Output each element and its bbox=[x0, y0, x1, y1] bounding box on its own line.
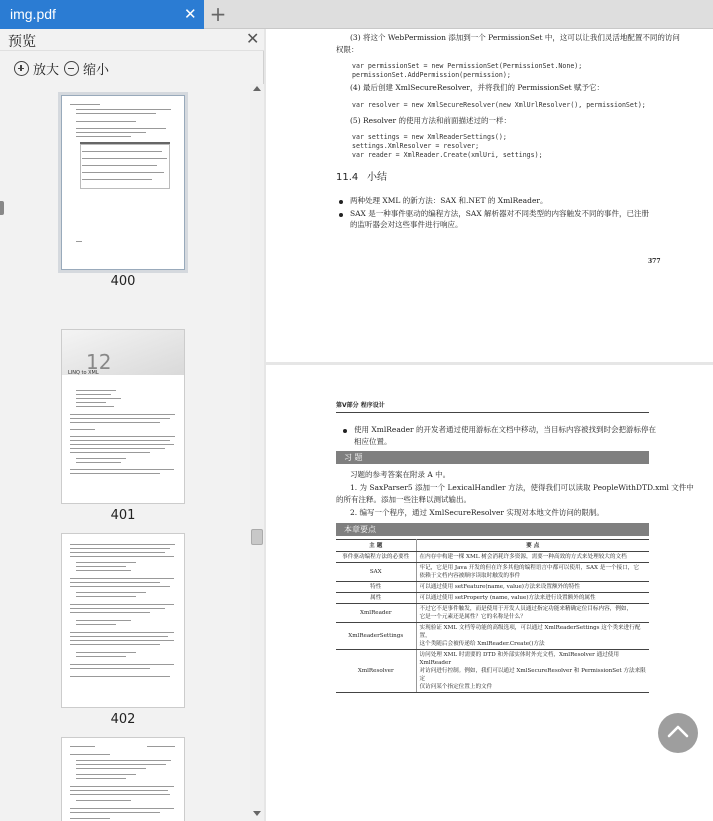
thumbnail-chapter-title: LINQ to XML bbox=[68, 370, 99, 376]
table-cell-line: 可以通过使用 setProperty (name, value)方法来进行设置额外的属性 bbox=[419, 595, 596, 601]
code-block-1: var permissionSet = new PermissionSet(PermissionSet.None); permissionSet.AddPermission(permission); bbox=[352, 62, 583, 79]
table-cell-points bbox=[416, 552, 649, 563]
thumbnail-page-401[interactable] bbox=[58, 329, 190, 534]
table-cell-line: 对访问进行控制。例如，我们可以通过 XmlSecureResolver 和 PermissionSet 方法来限定 bbox=[419, 668, 646, 682]
section-number: 11.4 bbox=[336, 172, 359, 183]
thumbnail-chapter-number: 12 bbox=[86, 350, 112, 374]
table-row bbox=[336, 650, 649, 693]
table-row bbox=[336, 552, 649, 563]
code-block-3: var settings = new XmlReaderSettings(); settings.XmlResolver = resolver; var reader = XmlReader.Create(xmlUri, settings); bbox=[352, 133, 543, 159]
step-4-text: (4) 最后创建 XmlSecureResolver，并将我们的 PermissionSet 赋予它： bbox=[350, 83, 605, 92]
thumbnail-image bbox=[61, 533, 185, 708]
document-view[interactable] bbox=[266, 29, 713, 821]
table-cell-line: 实现验证 XML 文档等功能的高级选项，可以通过 XmlReaderSettings 这个类来进行配置， bbox=[419, 625, 641, 639]
close-icon[interactable]: ✕ bbox=[184, 5, 197, 23]
exercise-2: 2. 编写一个程序，通过 XmlSecureResolver 实现对本地文件访问的限制。 bbox=[350, 508, 604, 517]
table-row bbox=[336, 593, 649, 604]
table-cell-topic: XmlReaderSettings bbox=[336, 623, 416, 650]
table-cell-points bbox=[416, 623, 649, 650]
pdf-page-378 bbox=[266, 365, 713, 821]
table-header-row bbox=[336, 540, 649, 552]
tab-bar bbox=[0, 0, 713, 29]
scroll-to-top-button[interactable] bbox=[658, 713, 698, 753]
table-cell-line: 可以通过使用 setFeature(name, value)方法来设置额外的特性 bbox=[419, 584, 580, 590]
table-cell-line: 不过它不是事件触发，而是使用于开发人员通过指定功能来精确定位目标内容，例如， bbox=[419, 606, 633, 612]
running-header: 第Ⅴ部分 程序设计 bbox=[336, 402, 385, 409]
sidebar-title: 预览 bbox=[8, 34, 36, 50]
thumbnail-image bbox=[61, 737, 185, 821]
thumbnail-page-402[interactable] bbox=[58, 533, 190, 738]
summary-bullet-1: 两种处理 XML 的新方法：SAX 和.NET 的 XmlReader。 bbox=[350, 196, 548, 205]
tab-title: img.pdf bbox=[10, 6, 56, 22]
table-row bbox=[336, 604, 649, 623]
exercises-heading-bar bbox=[336, 451, 649, 464]
table-cell-points bbox=[416, 582, 649, 593]
thumbnail-list bbox=[0, 84, 250, 821]
table-cell-line: 这个类随后会被传递给 XmlReader.Create()方法 bbox=[419, 641, 545, 647]
table-row bbox=[336, 582, 649, 593]
table-row bbox=[336, 623, 649, 650]
bullet-icon bbox=[343, 429, 347, 433]
chevron-up-icon bbox=[667, 724, 689, 738]
sidebar-close-icon[interactable]: ✕ bbox=[246, 29, 260, 48]
table-cell-topic: XmlResolver bbox=[336, 650, 416, 693]
zoom-out-button[interactable] bbox=[64, 57, 109, 79]
key-points-heading: 本章要点 bbox=[344, 525, 376, 534]
page-number-402: 402 bbox=[110, 712, 136, 727]
table-cell-points bbox=[416, 604, 649, 623]
table-cell-points bbox=[416, 563, 649, 582]
zoom-out-label: 缩小 bbox=[83, 62, 110, 78]
table-cell-line: 它是一个元素还是属性？它的名称是什么？ bbox=[419, 614, 526, 620]
exercises-heading: 习 题 bbox=[344, 453, 363, 462]
tab-img-pdf[interactable] bbox=[0, 0, 204, 29]
table-cell-line: 访问处理 XML 时需要的 DTD 和外部实体时外充文档，XmlResolver 通过使用 XmlReader bbox=[419, 652, 619, 666]
step-3-text-cont: 权限： bbox=[336, 45, 359, 54]
thumbnail-page-403[interactable] bbox=[58, 737, 190, 821]
zoom-in-button[interactable] bbox=[14, 57, 59, 79]
table-cell-points bbox=[416, 593, 649, 604]
exercise-1: 1. 为 SaxParser5 添加一个 LexicalHandler 方法，使得我们可以读取 PeopleWithDTD.xml 文件中 bbox=[350, 483, 694, 492]
summary-bullet-2-cont: 的监听器会对这些事件进行响应。 bbox=[350, 220, 463, 229]
bullet-icon bbox=[339, 213, 343, 217]
scroll-up-arrow-icon[interactable] bbox=[253, 86, 261, 91]
table-cell-points bbox=[416, 650, 649, 693]
step-5-text: (5) Resolver 的使用方法和前面描述过的一样： bbox=[350, 116, 512, 125]
page-number-401: 401 bbox=[110, 508, 136, 523]
zoom-out-icon bbox=[64, 61, 79, 76]
xmlreader-bullet: 使用 XmlReader 的开发者通过使用游标在文档中移动，当目标内容被找到时会把游标停在 bbox=[354, 425, 656, 434]
thumbnail-page-400[interactable] bbox=[58, 95, 190, 300]
page-number-400: 400 bbox=[110, 274, 136, 289]
sidebar-collapse-handle[interactable] bbox=[0, 201, 4, 215]
table-row bbox=[336, 563, 649, 582]
sidebar-header bbox=[0, 29, 264, 51]
new-tab-plus-icon[interactable]: + bbox=[209, 2, 227, 26]
table-cell-topic: 属性 bbox=[336, 593, 416, 604]
exercises-intro: 习题的参考答案在附录 A 中。 bbox=[350, 470, 451, 479]
sidebar-scrollbar[interactable] bbox=[250, 84, 264, 821]
table-cell-topic: 事件驱动编程方法的必要性 bbox=[336, 552, 416, 563]
thumbnail-image bbox=[61, 95, 185, 270]
table-cell-line: 牢记，它是用 Java 开发的但在许多其他的编程语言中都可以使用，SAX 是一个接口，它 bbox=[419, 565, 639, 571]
scroll-down-arrow-icon[interactable] bbox=[253, 811, 261, 816]
zoom-toolbar bbox=[0, 52, 264, 82]
pdf-page-377 bbox=[266, 29, 713, 362]
zoom-in-icon bbox=[14, 61, 29, 76]
table-header-points: 要 点 bbox=[416, 540, 649, 552]
key-points-heading-bar bbox=[336, 523, 649, 536]
step-3-text: (3) 将这个 WebPermission 添加到一个 PermissionSet 中，这可以让我们灵活地配置不同的访问 bbox=[350, 33, 680, 42]
exercise-1-cont: 的所有注释。添加一些注释以测试输出。 bbox=[336, 495, 471, 504]
page-number-label: 377 bbox=[648, 258, 661, 265]
table-cell-line: 仅访问某个指定位置上的文件 bbox=[419, 684, 493, 690]
table-cell-topic: SAX bbox=[336, 563, 416, 582]
code-block-2: var resolver = new XmlSecureResolver(new XmlUrlResolver(), permissionSet); bbox=[352, 101, 646, 109]
scrollbar-thumb[interactable] bbox=[251, 529, 263, 545]
key-points-table bbox=[336, 539, 649, 693]
table-cell-topic: 特性 bbox=[336, 582, 416, 593]
preview-sidebar bbox=[0, 29, 264, 821]
bullet-icon bbox=[339, 200, 343, 204]
table-cell-topic: XmlReader bbox=[336, 604, 416, 623]
summary-bullet-2: SAX 是一种事件驱动的编程方法，SAX 解析器对不同类型的内容触发不同的事件，已注册 bbox=[350, 209, 650, 218]
section-title: 小结 bbox=[367, 172, 387, 183]
table-cell-line: 在内存中构建一棵 XML 树会消耗许多资源，需要一种高效的方式来处理较大的文档 bbox=[419, 554, 627, 560]
zoom-in-label: 放大 bbox=[33, 62, 60, 78]
table-cell-line: 依赖于文档内容被顺序读取时触发的事件 bbox=[419, 573, 521, 579]
table-header-topic: 主 题 bbox=[336, 540, 416, 552]
xmlreader-bullet-cont: 相应位置。 bbox=[354, 437, 392, 446]
thumbnail-image bbox=[61, 329, 185, 504]
